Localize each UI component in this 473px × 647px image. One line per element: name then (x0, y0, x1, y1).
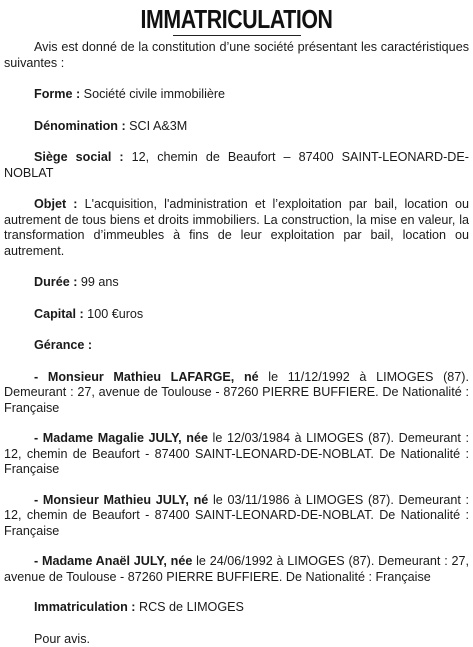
manager-entry (4, 370, 469, 417)
notice-body (4, 40, 469, 647)
field-siege (4, 150, 469, 181)
manager-name: - Madame Anaël JULY, née (34, 554, 192, 568)
manager-name: - Monsieur Mathieu JULY, né (34, 493, 208, 507)
field-forme-value: Société civile immobilière (80, 87, 225, 101)
closing-line: Pour avis. (4, 632, 469, 647)
field-objet (4, 197, 469, 259)
manager-details: le 03/11/1986 à LIMOGES (87). Demeurant : 12, chemin de Beaufort - 87400 SAINT-LEONARD-DE-NOBLAT. De Nationalité : Française (4, 493, 469, 538)
field-gerance (4, 338, 469, 354)
field-gerance-label: Gérance : (34, 338, 92, 352)
field-immatriculation (4, 600, 469, 616)
manager-entry (4, 493, 469, 540)
manager-name: - Madame Magalie JULY, née (34, 431, 208, 445)
field-siege-label: Siège social : (34, 150, 124, 164)
field-duree-value: 99 ans (77, 275, 118, 289)
intro-paragraph: Avis est donné de la constitution d’une société présentant les caractéristiques suivantes : (4, 40, 469, 71)
manager-name: - Monsieur Mathieu LAFARGE, né (34, 370, 259, 384)
manager-entry (4, 554, 469, 585)
manager-details: le 24/06/1992 à LIMOGES (87). Demeurant : 27, avenue de Toulouse - 87260 PIERRE BUFFIERE. De Nationalité : Française (4, 554, 469, 584)
field-denomination-label: Dénomination : (34, 119, 126, 133)
field-duree (4, 275, 469, 291)
field-siege-value: 12, chemin de Beaufort – 87400 SAINT-LEONARD-DE-NOBLAT (4, 150, 469, 180)
notice-title: IMMATRICULATION (46, 4, 427, 34)
field-capital (4, 307, 469, 323)
field-objet-label: Objet : (34, 197, 78, 211)
field-forme-label: Forme : (34, 87, 80, 101)
manager-entry (4, 431, 469, 478)
title-underline (173, 35, 301, 36)
field-denomination (4, 119, 469, 135)
field-duree-label: Durée : (34, 275, 77, 289)
field-forme (4, 87, 469, 103)
field-capital-value: 100 €uros (84, 307, 144, 321)
manager-details: le 11/12/1992 à LIMOGES (87). Demeurant : 27, avenue de Toulouse - 87260 PIERRE BUFFIERE. De Nationalité : Française (4, 370, 469, 415)
field-capital-label: Capital : (34, 307, 84, 321)
field-immatriculation-label: Immatriculation : (34, 600, 135, 614)
field-objet-value: L'acquisition, l'administration et l’exploitation par bail, location ou autrement de tous biens et droits immobiliers. La construction, la mise en valeur, la transformation d’immeubles à fins de leur exploitation par bail, location ou autrement. (4, 197, 469, 258)
field-immatriculation-value: RCS de LIMOGES (135, 600, 243, 614)
field-denomination-value: SCI A&3M (126, 119, 188, 133)
manager-details: le 12/03/1984 à LIMOGES (87). Demeurant : 12, chemin de Beaufort - 87400 SAINT-LEONARD-DE-NOBLAT. De Nationalité : Française (4, 431, 469, 476)
